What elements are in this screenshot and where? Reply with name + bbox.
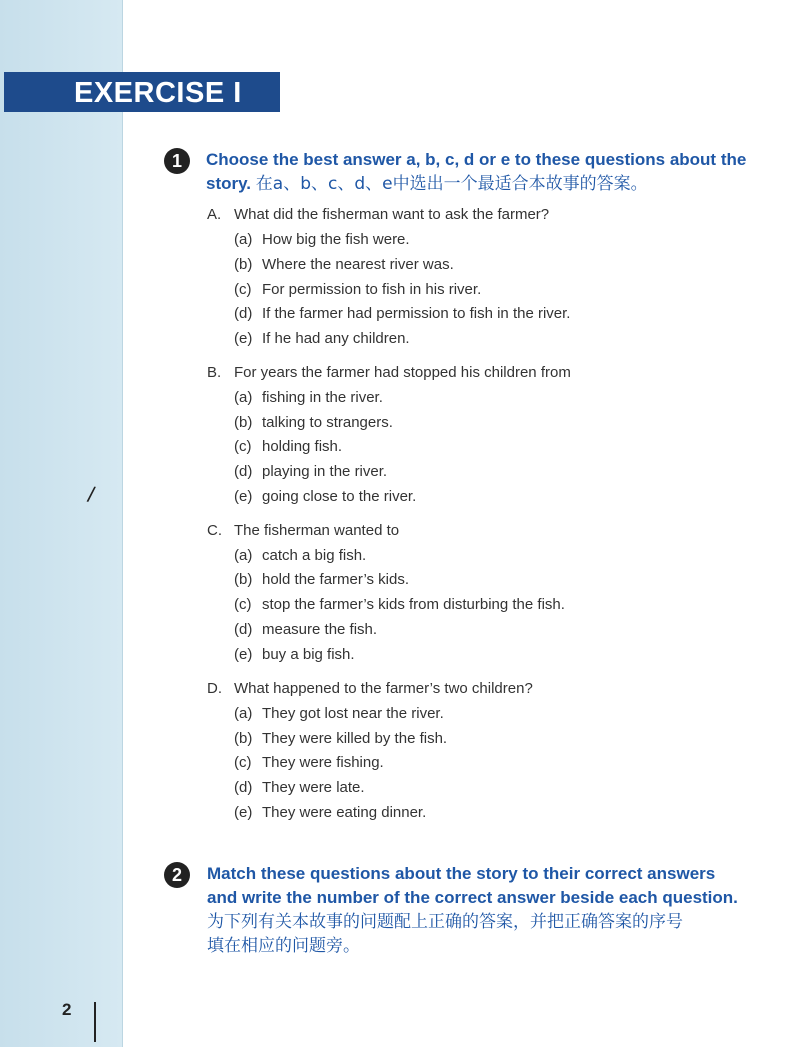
section-2-instruction-cn-1: 为下列有关本故事的问题配上正确的答案，并把正确答案的序号 [207,912,683,932]
option-label: (b) [234,730,253,747]
option-text: They were killed by the fish. [262,730,448,747]
option-text: talking to strangers. [262,414,393,431]
option [234,460,387,484]
section-1-badge: 1 [164,148,190,174]
option [234,618,377,642]
option-text: measure the fish. [262,621,378,638]
exercise-title: EXERCISE I [74,77,242,109]
option-label: (c) [234,438,252,455]
option-text: holding fish. [262,438,343,455]
page-number-divider [94,1002,96,1042]
section-1-instruction-en: Choose the best answer a, b, c, d or e to these questions about the story. [206,150,747,193]
option-label: (a) [234,231,253,248]
section-2-instruction-cn-2: 填在相应的问题旁。 [207,936,360,956]
option-label: (d) [234,305,253,322]
section-1-instruction [206,148,756,196]
section-1-instruction-cn: 在a、b、c、d、e中选出一个最适合本故事的答案。 [255,174,648,194]
question-label: D. [207,680,222,697]
option-label: (d) [234,463,253,480]
option-label: (a) [234,705,253,722]
option [234,386,383,410]
option-label: (e) [234,330,253,347]
option-label: (a) [234,547,253,564]
option-text: They were fishing. [262,754,384,771]
option [234,485,416,509]
option-text: going close to the river. [262,488,417,505]
option-text: They were eating dinner. [262,804,427,821]
option-text: They got lost near the river. [262,705,444,722]
option-label: (c) [234,754,252,771]
option-label: (b) [234,256,253,273]
option-label: (b) [234,571,253,588]
option-label: (c) [234,596,252,613]
option-label: (e) [234,646,253,663]
question-text: What did the fisherman want to ask the farmer? [234,206,550,223]
option [234,278,481,302]
option-text: If he had any children. [262,330,410,347]
question-text: What happened to the farmer’s two children? [234,680,533,697]
option [234,751,384,775]
option-text: If the farmer had permission to fish in the river. [262,305,571,322]
option [234,801,426,825]
option-text: stop the farmer’s kids from disturbing the fish. [262,596,565,613]
section-2-instruction-en-2: and write the number of the correct answer beside each question. [207,888,738,907]
option-text: fishing in the river. [262,389,383,406]
option-text: catch a big fish. [262,547,367,564]
question-c [207,519,399,543]
option [234,435,342,459]
option [234,327,410,351]
option-text: hold the farmer’s kids. [262,571,410,588]
option-label: (e) [234,804,253,821]
question-a [207,203,549,227]
option [234,302,570,326]
section-2-instruction [207,862,767,958]
option [234,544,366,568]
option-text: They were late. [262,779,365,796]
option-label: (b) [234,414,253,431]
margin-gradient [0,0,122,1047]
option [234,702,444,726]
question-d [207,677,533,701]
option-text: Where the nearest river was. [262,256,454,273]
option [234,568,409,592]
option-text: How big the fish were. [262,231,410,248]
option-text: buy a big fish. [262,646,355,663]
option-label: (c) [234,281,252,298]
option-text: playing in the river. [262,463,388,480]
handwritten-mark: / [85,481,97,508]
option [234,253,454,277]
option [234,593,565,617]
option [234,727,447,751]
option [234,643,355,667]
section-2-badge: 2 [164,862,190,888]
option-label: (d) [234,621,253,638]
section-2-instruction-en-1: Match these questions about the story to their correct answers [207,864,716,883]
option [234,776,365,800]
question-b [207,361,571,385]
page-number: 2 [62,1000,72,1019]
option [234,228,410,252]
option-text: For permission to fish in his river. [262,281,482,298]
option-label: (a) [234,389,253,406]
option-label: (e) [234,488,253,505]
question-text: For years the farmer had stopped his children from [234,364,571,381]
option-label: (d) [234,779,253,796]
question-label: C. [207,522,222,539]
question-label: A. [207,206,222,223]
option [234,411,393,435]
question-label: B. [207,364,222,381]
left-margin-band [0,0,123,1047]
question-text: The fisherman wanted to [234,522,400,539]
